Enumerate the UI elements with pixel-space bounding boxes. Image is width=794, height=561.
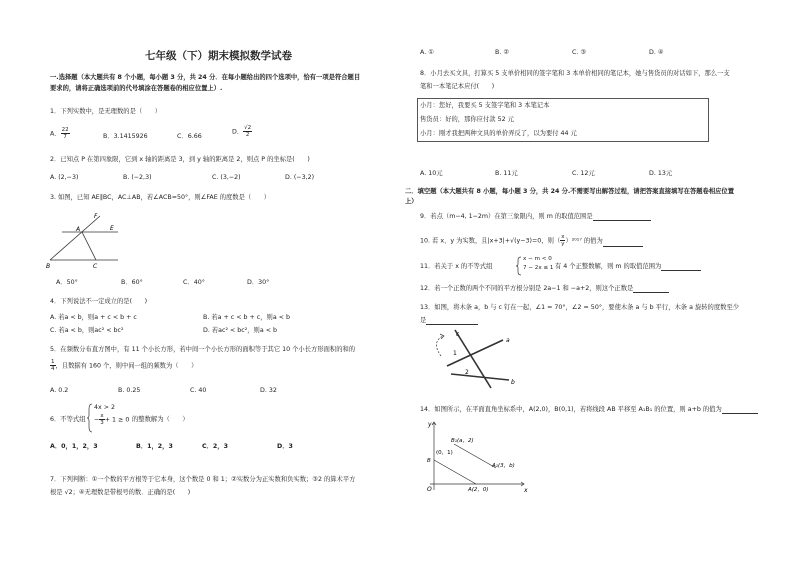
q14-segment-a1b1 — [454, 444, 496, 468]
q2-option-b[interactable]: B. (−2,3) — [123, 174, 152, 181]
q11-brace — [516, 256, 522, 276]
q11-system-line2: 7 − 2x ≤ 1 — [523, 265, 554, 271]
q1-option-a-fraction — [61, 127, 70, 140]
q3-figure — [44, 210, 122, 270]
q14-figure — [424, 418, 530, 494]
q13-line2-wrap — [420, 316, 478, 325]
q13-label-c: c — [456, 331, 460, 338]
q1-option-a[interactable] — [50, 127, 70, 140]
q14-label-a: A(2，0) — [468, 487, 489, 493]
q10-denominator: y — [561, 241, 565, 247]
q14-label-b1: B₁(a，2) — [451, 438, 474, 444]
q4-option-b[interactable]: B. 若a + c < b + c，则a < b — [203, 314, 290, 321]
q6-sys2-denominator: 3 — [100, 420, 104, 426]
q6-option-d[interactable]: D．3 — [277, 443, 293, 450]
q14-label-a1: A₁(3，b) — [492, 463, 515, 469]
q8-line2: 笔和一本笔记本应付( ) — [420, 83, 495, 90]
q6-system-line2 — [94, 413, 129, 426]
q3-option-d[interactable]: D．30° — [247, 279, 270, 286]
q6-brace — [87, 403, 93, 433]
q8-dialog-line1: 小月：您好，我要买 5 支签字笔和 3 本笔记本 — [420, 102, 550, 109]
q3-label-c: C — [93, 263, 98, 270]
q8-option-b[interactable]: B. 11元 — [495, 170, 518, 177]
q4-option-d[interactable]: D. 若ac² < bc²，则a < b — [203, 327, 277, 334]
q2-stem: 2．已知点 P 在第四象限，它到 x 轴的距离是 3，到 y 轴的距离是 2，则点 P 的坐标是( ) — [50, 156, 310, 163]
q7-option-c[interactable]: C. ③ — [572, 49, 587, 56]
q14-label-y: y — [428, 421, 432, 428]
q14-answer-blank[interactable] — [722, 406, 758, 414]
q5-stem-line2-wrap — [50, 359, 197, 372]
q5-stem-line2: ，且数据有 160 个，则中间一组的频数为（ ） — [55, 362, 198, 370]
q10-stem-pre: 10. 若 x、y 为实数，且|x+3|+√(y−3)=0，则（ — [420, 237, 561, 245]
q10-stem-wrap — [420, 234, 643, 247]
q9-stem-wrap — [420, 212, 651, 221]
q7-option-b[interactable]: B. ② — [495, 49, 509, 56]
q8-dialog-line2: 售货员：好的，那你应付款 52 元 — [420, 116, 514, 123]
q6-option-b[interactable]: B．1，2，3 — [136, 443, 173, 450]
q14-label-b-coord: (0，1) — [436, 450, 453, 456]
q11-system-line1: x − m < 0 — [523, 256, 552, 262]
q1-option-b[interactable]: B．3.1415926 — [103, 133, 148, 140]
q2-option-c[interactable]: C. (3,−2) — [212, 174, 241, 181]
q3-stem: 3. 如图，已知 AE∥BC，AC⊥AB，若∠ACB=50°，则∠FAE 的度数是（ ） — [50, 194, 271, 201]
q2-option-a[interactable]: A. (2,−3) — [50, 174, 79, 181]
q7-line1: 7．下列判断：①一个数的平方根等于它本身，这个数是 0 和 1；②实数分为正实数和负实数；③2 的算术平方 — [50, 476, 356, 483]
section2-header-line1: 二．填空题（本大题共有 8 小题，每小题 3 分，共 24 分.不需要写出解答过程，请把答案直接填写在答题卷相应位置 — [405, 188, 735, 195]
q14-label-x: x — [524, 487, 528, 494]
q13-label-b: b — [511, 379, 515, 386]
section1-header-line2: 要求的，请将正确选项前的代号填涂在答题卷的相应位置上）. — [50, 85, 223, 92]
q12-answer-blank[interactable] — [633, 285, 669, 293]
q1-stem: 1．下列实数中，是无理数的是（ ） — [50, 108, 162, 115]
q13-rotation-arc — [436, 336, 443, 356]
q4-stem: 4．下列说法不一定成立的是( ) — [50, 298, 148, 305]
q10-answer-blank[interactable] — [603, 239, 643, 247]
q7-option-a[interactable]: A. ① — [420, 49, 434, 56]
q1-a-numerator: 22 — [61, 127, 69, 133]
q2-option-d[interactable]: D. (−3,2) — [285, 174, 315, 181]
q5-option-c[interactable]: C. 40 — [190, 387, 207, 394]
q3-option-b[interactable]: B．60° — [121, 279, 143, 286]
q14-stem: 14．如图所示，在平面直角坐标系中，A(2,0)，B(0,1)，若将线段 AB 平移至 A₁B₁ 的位置，则 a+b 的值为 — [420, 406, 722, 413]
q7-line2: 根是 √2；④无理数是带根号的数．正确的是( ) — [50, 489, 191, 496]
q6-sys2-numerator: x — [100, 413, 104, 419]
q5-denominator: 4 — [51, 366, 55, 372]
q5-option-a[interactable]: A. 0.2 — [50, 387, 69, 394]
q1-option-c[interactable]: C．6.66 — [177, 133, 202, 140]
q7-option-d[interactable]: D. ④ — [649, 49, 664, 56]
q4-option-c[interactable]: C. 若a < b，则ac² < bc² — [50, 327, 124, 334]
q11-stem-pre: 11．若关于 x 的不等式组 — [420, 263, 493, 270]
q3-label-f: F — [94, 213, 98, 220]
q14-segment-ab — [434, 460, 476, 484]
q11-stem-post: 有 4 个正整数解，则 m 的取值范围为 — [555, 263, 662, 270]
q1-option-d-label: D． — [232, 128, 244, 136]
q6-system-line1: 4x > 2 — [94, 404, 116, 411]
q1-option-d[interactable] — [232, 125, 252, 138]
section1-header-line1: 一.选择题（本大题共有 8 个小题，每小题 3 分，共 24 分．在每小题给出的四个选项中，恰有一项是符合题目 — [50, 74, 361, 81]
q5-stem-line1: 5．在频数分布直方图中，有 11 个小长方形，若中间一个小长方形的面积等于其它 10 个小长方形面积的和的 — [50, 346, 356, 353]
q8-dialog-line3: 小月：刚才我把两种文具的单价弄反了，以为要付 44 元 — [420, 130, 577, 137]
q14-label-b: B — [427, 458, 431, 464]
q1-a-denominator: 7 — [63, 134, 67, 140]
q13-label-angle1: 1 — [453, 350, 457, 357]
q3-label-b: B — [46, 263, 51, 270]
q5-option-b[interactable]: B. 0.25 — [118, 387, 141, 394]
q1-d-numerator: √2 — [244, 125, 252, 131]
q9-answer-blank[interactable] — [593, 213, 651, 221]
q11-answer-blank[interactable] — [661, 263, 701, 271]
q13-line2: 是 — [420, 317, 427, 324]
q1-option-d-fraction — [243, 125, 252, 138]
q6-stem-pre: 6．不等式组 — [50, 416, 86, 423]
q10-numerator: x — [561, 234, 565, 240]
q13-label-a: a — [506, 337, 510, 344]
q12-stem-wrap — [420, 284, 669, 293]
q6-option-c[interactable]: C．2，3 — [202, 443, 228, 450]
q13-stick-b — [451, 374, 509, 380]
q6-sys2-pre: − — [94, 416, 100, 424]
q13-line1: 13．如图，将木条 a，b 与 c 钉在一起，∠1 = 70°，∠2 = 50°，要使木条 a 与 b 平行，木条 a 旋转的度数至少 — [420, 304, 740, 311]
q13-label-angle2: 2 — [465, 369, 469, 376]
q8-option-a[interactable]: A. 10元 — [420, 170, 443, 177]
q5-numerator: 1 — [51, 359, 55, 365]
q3-label-a: A — [76, 226, 81, 233]
q3-option-c[interactable]: C．40° — [183, 279, 205, 286]
q10-stem-post: ）²⁰¹⁷ 的值为 — [565, 237, 603, 245]
q4-option-a[interactable]: A. 若a < b，则a + c < b + c — [50, 314, 137, 321]
q8-line1: 8．小月去买文具，打算买 5 支单价相同的签字笔和 3 本单价相同的笔记本，她与售货员的对话如下，那么一支 — [420, 70, 730, 77]
q11-stem-post-wrap — [555, 262, 701, 271]
q8-option-d[interactable]: D. 13元 — [649, 170, 673, 177]
q6-stem-post: 的整数解为（ ） — [132, 416, 189, 423]
q13-figure — [425, 326, 521, 390]
q5-option-d[interactable]: D. 32 — [260, 387, 277, 394]
q3-label-e: E — [110, 225, 114, 232]
q9-stem: 9．若点（m−4, 1−2m）在第三象限内，则 m 的取值范围是 — [420, 213, 593, 220]
q8-dialog-box — [417, 98, 709, 142]
page-title: 七年级（下）期末模拟数学试卷 — [145, 50, 292, 62]
q1-option-a-label: A． — [50, 130, 61, 138]
q6-sys2-post: + 1 ≥ 0 — [104, 416, 130, 424]
q12-stem: 12．若一个正数的两个不同的平方根分别是 2a−1 和 −a+2，则这个正数是 — [420, 285, 634, 292]
q14-stem-wrap — [420, 405, 758, 414]
q8-option-c[interactable]: C. 12元 — [572, 170, 595, 177]
q6-option-a[interactable]: A．0，1，2，3 — [50, 443, 98, 450]
q3-line-ac — [82, 232, 96, 260]
q3-option-a[interactable]: A．50° — [56, 279, 78, 286]
q13-answer-blank[interactable] — [426, 317, 478, 325]
q14-label-origin: O — [427, 486, 432, 493]
q1-d-denominator: 2 — [245, 132, 250, 138]
section2-header-line2: 上） — [405, 198, 418, 205]
